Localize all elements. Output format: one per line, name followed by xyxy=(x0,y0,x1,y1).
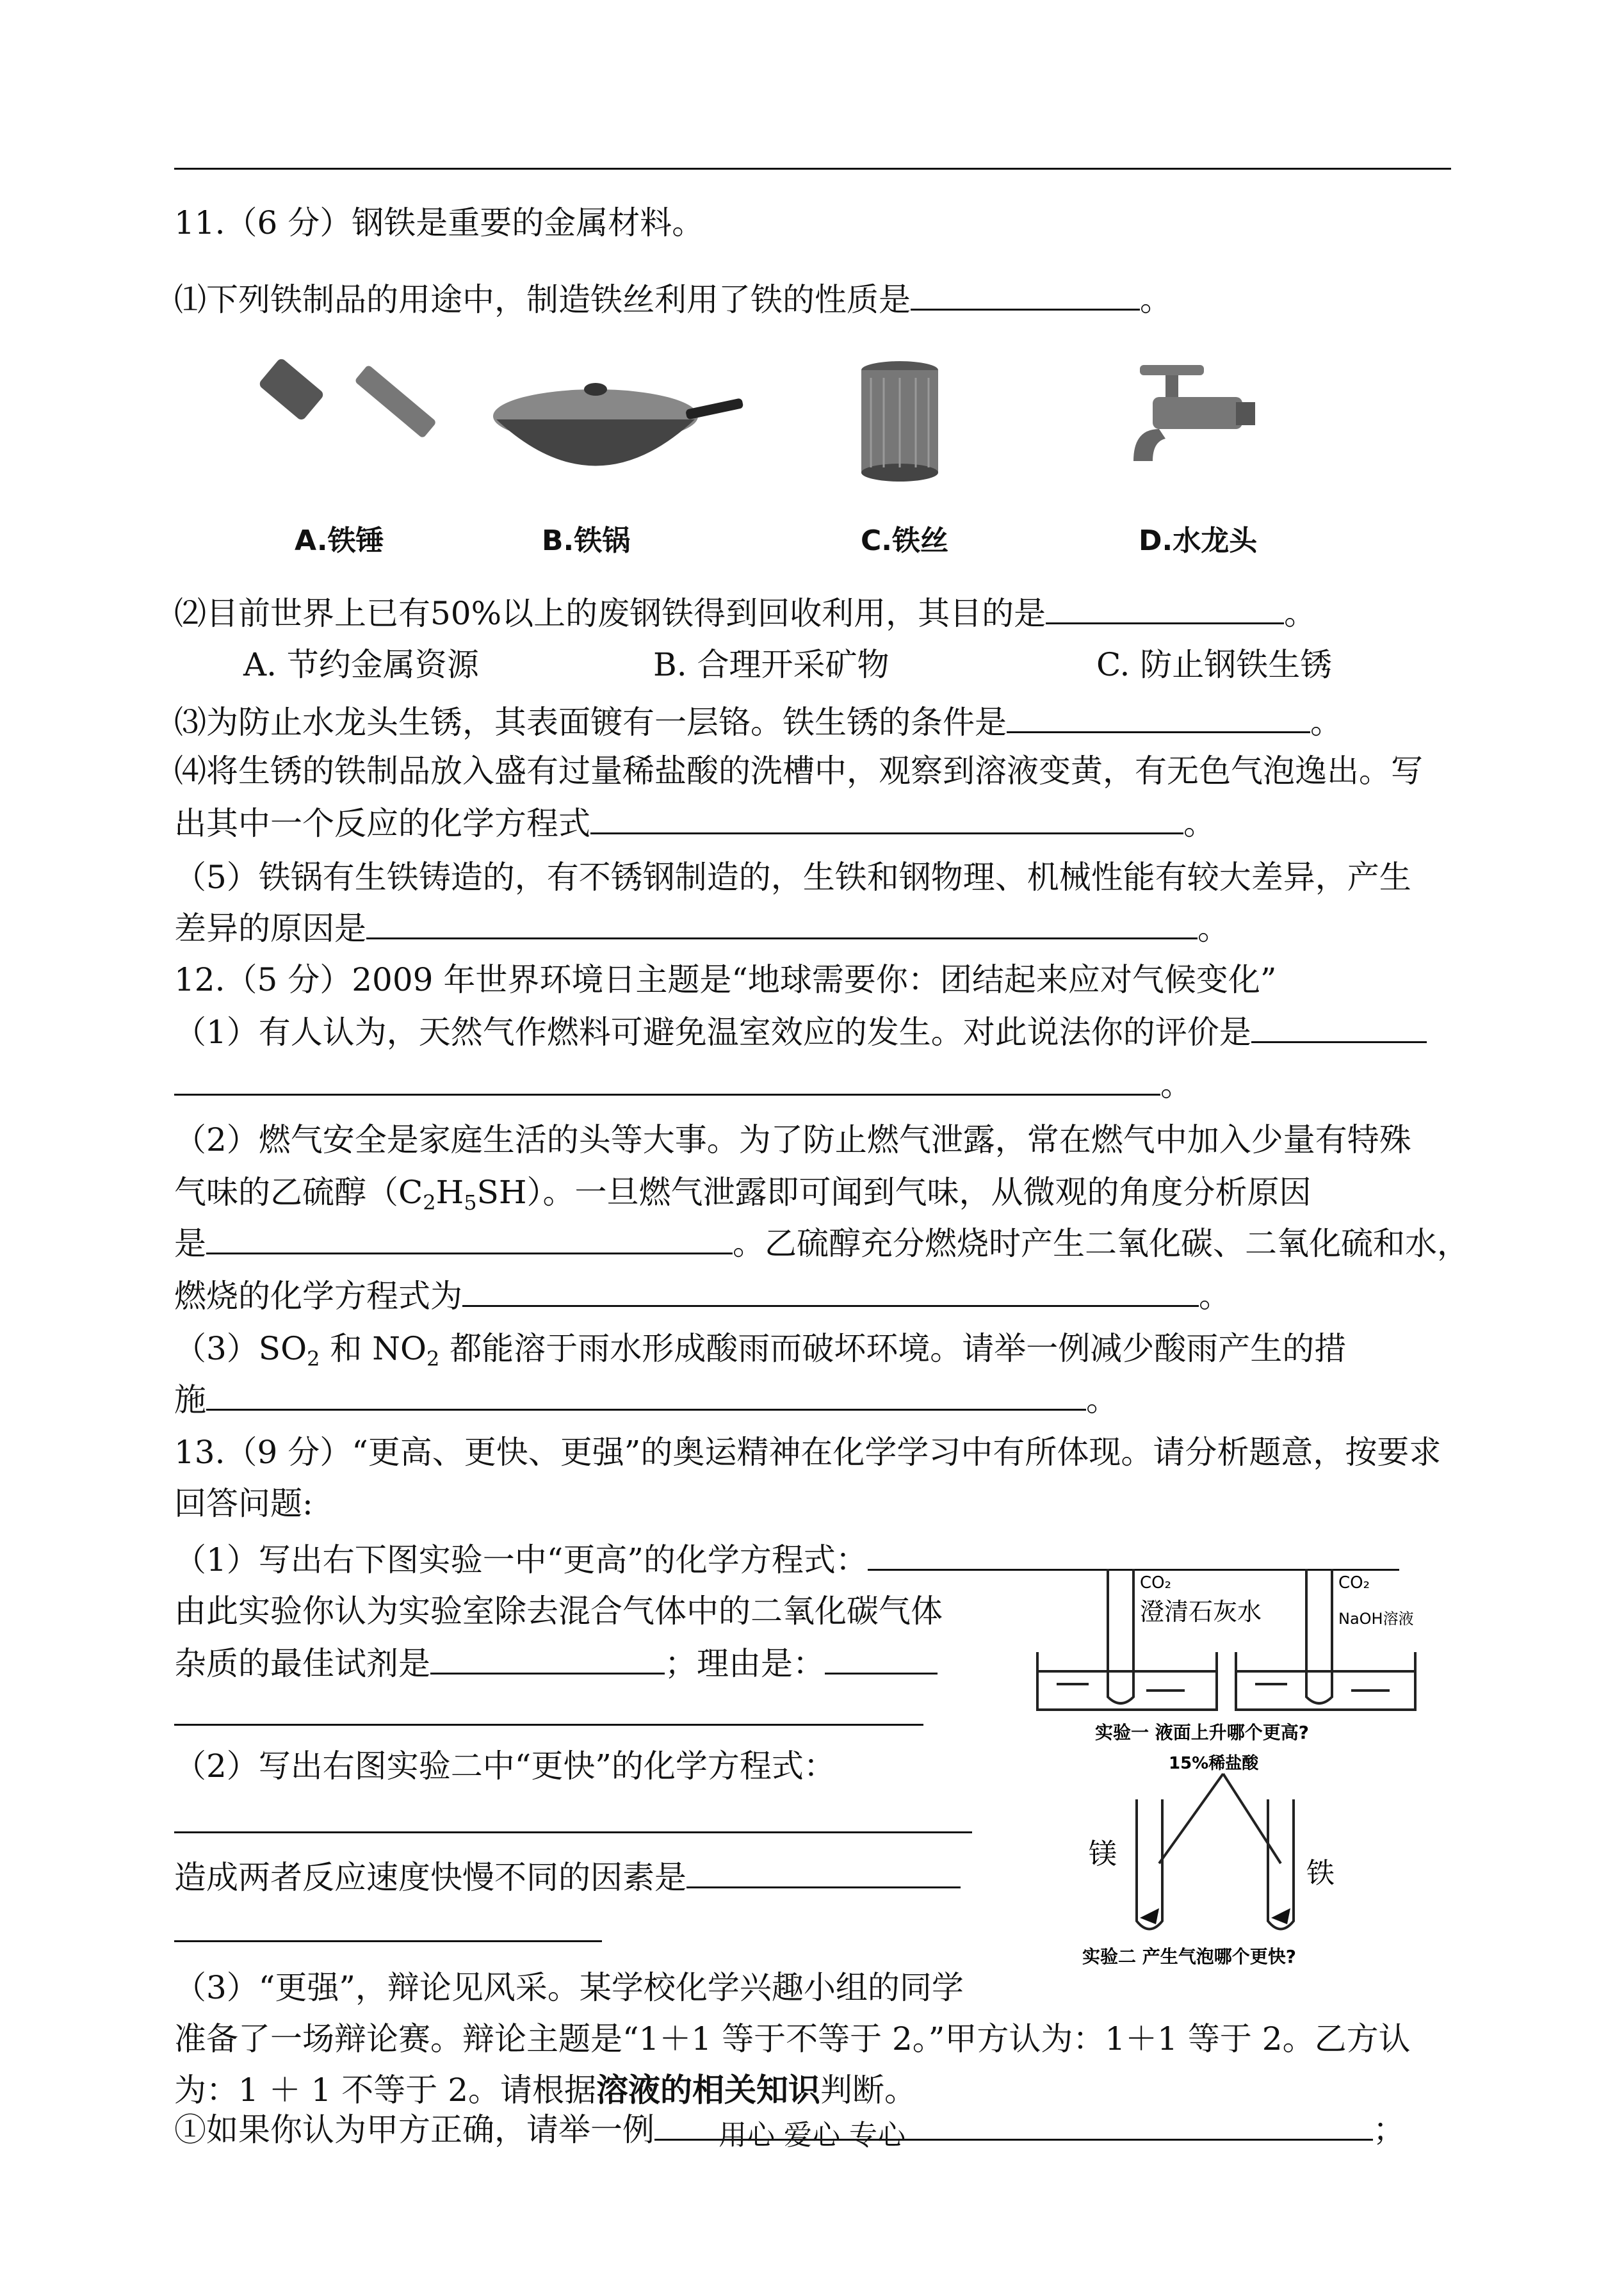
q11-option-b: B. 合理开采矿物 xyxy=(653,646,889,683)
caption-d: D.水龙头 xyxy=(1139,524,1258,557)
q13-part3-line3: 为：1 ＋ 1 不等于 2。请根据溶液的相关知识判断。 xyxy=(174,2071,917,2109)
q11-part5-line2: 差异的原因是 。 xyxy=(174,910,1230,947)
q13-part1-line2: 由此实验你认为实验室除去混合气体中的二氧化碳气体 xyxy=(174,1593,943,1630)
naoh-label: NaOH溶液 xyxy=(1338,1610,1414,1628)
answer-blank[interactable] xyxy=(174,1803,972,1833)
q13-part2-line3: 造成两者反应速度快慢不同的因素是 xyxy=(174,1858,961,1897)
answer-blank[interactable] xyxy=(686,1858,961,1888)
q12-part3-line2: 施 。 xyxy=(174,1381,1118,1418)
caption-b: B.铁锅 xyxy=(542,524,631,557)
q13-part2: （2）写出右图实验二中“更快”的化学方程式： xyxy=(174,1748,836,1785)
co2-label-left: CO₂ xyxy=(1140,1573,1172,1593)
q13-heading: 13.（9 分）“更高、更快、更强”的奥运精神在化学学习中有所体现。请分析题意，按要求 xyxy=(174,1434,1441,1471)
hammer-image xyxy=(256,359,435,487)
experiment2-caption: 实验二 产生气泡哪个更快? xyxy=(1082,1946,1296,1967)
acid-label: 15%稀盐酸 xyxy=(1169,1754,1259,1773)
answer-blank[interactable] xyxy=(825,1644,938,1675)
answer-blank[interactable] xyxy=(590,804,1183,834)
answer-blank[interactable] xyxy=(174,1066,1160,1096)
experiment1-right xyxy=(1236,1569,1415,1710)
wire-spool-image xyxy=(845,359,954,487)
page-footer: 用心 爱心 专心 xyxy=(719,2119,905,2152)
q12-part2-line3: 是 。乙硫醇充分燃烧时产生二氧化碳、二氧化硫和水， xyxy=(174,1225,1469,1262)
q11-part2: ⑵目前世界上已有50%以上的废钢铁得到回收利用，其目的是 。 xyxy=(174,595,1317,632)
q11-part4-line2: 出其中一个反应的化学方程式 。 xyxy=(174,805,1215,842)
experiment1-caption: 实验一 液面上升哪个更高? xyxy=(1095,1722,1309,1743)
answer-blank[interactable] xyxy=(430,1644,665,1675)
iron-label: 铁 xyxy=(1306,1857,1335,1890)
q12-part1-cont: 。 xyxy=(174,1066,1192,1104)
answer-blank[interactable] xyxy=(1007,703,1310,733)
wok-image xyxy=(487,359,749,487)
q12-part2-line4: 燃烧的化学方程式为 。 xyxy=(174,1277,1231,1315)
q13-part4: ①如果你认为甲方正确，请举一例 ； xyxy=(174,2111,1405,2148)
q12-part2-line2: 气味的乙硫醇$(C_2H_5SH)$。一旦燃气泄露即可闻到气味，从微观的角度分析原因 xyxy=(174,1174,1311,1215)
answer-blank[interactable] xyxy=(174,1912,602,1942)
experiment-figure xyxy=(1031,1562,1479,1998)
q11-option-a: A. 节约金属资源 xyxy=(243,646,479,683)
q13-part3-line1: （3）“更强”，辩论见风采。某学校化学兴趣小组的同学 xyxy=(174,1969,964,2006)
answer-blank[interactable] xyxy=(206,1224,733,1254)
answer-blank[interactable] xyxy=(174,1696,923,1726)
q12-heading: 12.（5 分）2009 年世界环境日主题是“地球需要你：团结起来应对气候变化” xyxy=(174,961,1277,998)
q11-part5-line1: （5）铁锅有生铁铸造的，有不锈钢制造的，生铁和钢物理、机械性能有较大差异，产生 xyxy=(174,859,1411,896)
answer-blank[interactable] xyxy=(462,1277,1199,1307)
co2-label-right: CO₂ xyxy=(1338,1573,1370,1593)
answer-blank[interactable] xyxy=(206,1381,1086,1411)
q11-part1: ⑴下列铁制品的用途中，制造铁丝利用了铁的性质是 。 xyxy=(174,281,1172,318)
answer-blank[interactable] xyxy=(1046,594,1284,624)
q11-heading: 11.（6 分）钢铁是重要的金属材料。 xyxy=(174,204,704,241)
answer-blank[interactable] xyxy=(911,280,1140,311)
q12-part1: （1）有人认为，天然气作燃料可避免温室效应的发生。对此说法你的评价是 xyxy=(174,1013,1427,1051)
q11-part3: ⑶为防止水龙头生锈，其表面镀有一层铬。铁生锈的条件是 。 xyxy=(174,704,1342,741)
q13-part2-line2 xyxy=(174,1803,972,1842)
q13-part1-line4 xyxy=(174,1696,923,1734)
q13-part1: （1）写出右下图实验一中“更高”的化学方程式： xyxy=(174,1541,1399,1579)
q13-part1-line3: 杂质的最佳试剂是 ；理由是： xyxy=(174,1644,938,1683)
magnesium-label: 镁 xyxy=(1089,1838,1117,1870)
q11-option-c: C. 防止钢铁生锈 xyxy=(1096,646,1333,683)
experiment1-left xyxy=(1037,1569,1217,1710)
q11-part4-line1: ⑷将生锈的铁制品放入盛有过量稀盐酸的洗槽中，观察到溶液变黄，有无色气泡逸出。写 xyxy=(174,752,1423,790)
faucet-image xyxy=(1114,359,1262,487)
q12-part2-line1: （2）燃气安全是家庭生活的头等大事。为了防止燃气泄露，常在燃气中加入少量有特殊 xyxy=(174,1121,1411,1158)
limewater-label: 澄清石灰水 xyxy=(1140,1598,1262,1626)
caption-c: C.铁丝 xyxy=(861,524,949,557)
q12-part3-line1: $(3)SO_2$ 和 $NO_2$ 都能溶于雨水形成酸雨而破坏环境。请举一例减少酸雨产生的措 xyxy=(174,1330,1347,1371)
caption-a: A.铁锤 xyxy=(295,524,384,557)
q13-heading-cont: 回答问题: xyxy=(174,1485,313,1522)
answer-blank[interactable] xyxy=(366,909,1198,939)
q13-part2-line4 xyxy=(174,1912,602,1950)
q13-part3-line2: 准备了一场辩论赛。辩论主题是“1＋1 等于不等于 2。”甲方认为：1＋1 等于 2。乙方认 xyxy=(174,2020,1411,2057)
header-rule xyxy=(174,168,1451,170)
answer-blank[interactable] xyxy=(1251,1013,1427,1043)
